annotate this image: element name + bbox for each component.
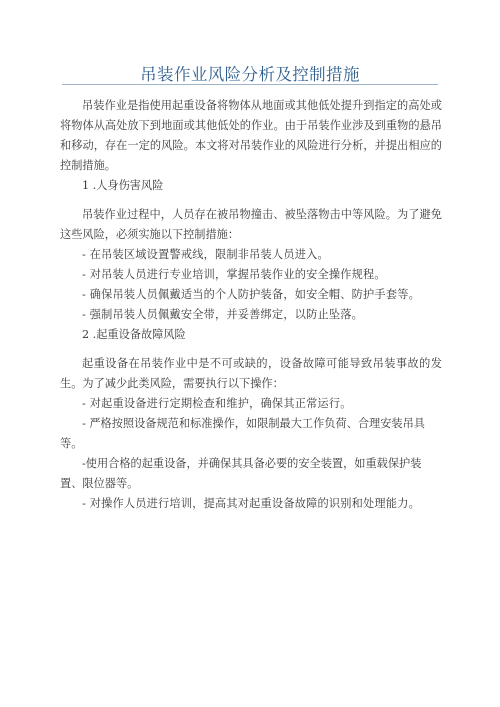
title-underline bbox=[62, 84, 438, 85]
list-item: -使用合格的起重设备，并确保其具备必要的安全装置，如重载保护装置、限位器等。 bbox=[60, 457, 422, 490]
list-item: - 对起重设备进行定期检查和维护，确保其正常运行。 bbox=[82, 397, 352, 410]
list-item: - 确保吊装人员佩戴适当的个人防护装备，如安全帽、防护手套等。 bbox=[82, 288, 420, 301]
document-body bbox=[60, 96, 442, 514]
list-item: - 在吊装区域设置警戒线，限制非吊装人员进入。 bbox=[82, 248, 329, 261]
list-item: - 对吊装人员进行专业培训，掌握吊装作业的安全操作规程。 bbox=[82, 268, 386, 281]
intro-paragraph: 吊装作业是指使用起重设备将物体从地面或其他低处提升到指定的高处或将物体从高处放下到地面或其他低处的作业。由于吊装作业涉及到重物的悬吊和移动，存在一定的风险。本文将对吊装作业的风险进行分析，并提出相应的控制措施。 bbox=[60, 99, 442, 172]
section-heading: 2 .起重设备故障风险 bbox=[82, 328, 186, 341]
section-paragraph: 起重设备在吊装作业中是不可或缺的，设备故障可能导致吊装事故的发生。为了减少此类风险，需要执行以下操作： bbox=[60, 357, 442, 390]
list-item: - 对操作人员进行培训，提高其对起重设备故障的识别和处理能力。 bbox=[82, 497, 420, 510]
list-item: - 强制吊装人员佩戴安全带，并妥善绑定，以防止坠落。 bbox=[82, 308, 364, 321]
document-title: 吊装作业风险分析及控制措施 bbox=[140, 65, 360, 84]
list-item: - 严格按照设备规范和标准操作，如限制最大工作负荷、合理安装吊具等。 bbox=[60, 417, 425, 450]
section-paragraph: 吊装作业过程中，人员存在被吊物撞击、被坠落物击中等风险。为了避免这些风险，必须实施以下控制措施： bbox=[60, 208, 442, 241]
section-heading: 1 .人身伤害风险 bbox=[82, 179, 164, 192]
